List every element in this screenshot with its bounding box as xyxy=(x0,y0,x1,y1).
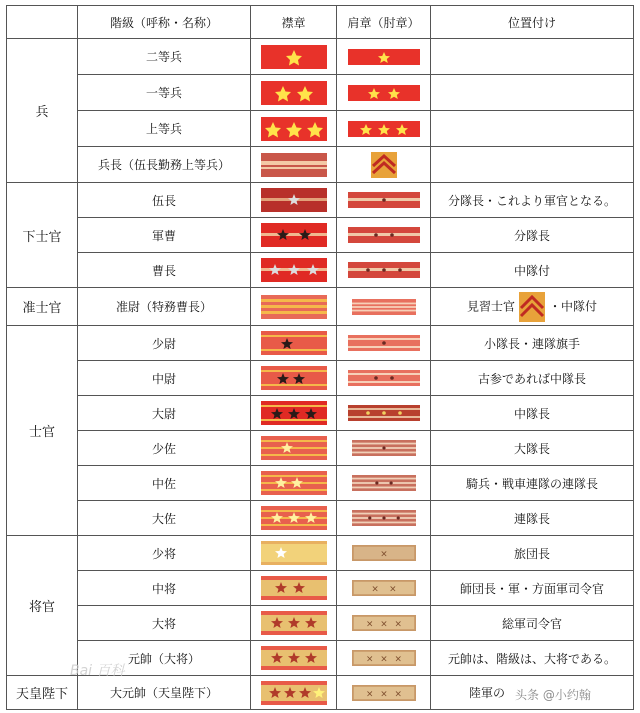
svg-text:×: × xyxy=(370,584,379,595)
collar-cell xyxy=(251,431,337,466)
shoulder-badge xyxy=(348,615,420,631)
shoulder-cell xyxy=(337,466,431,501)
collar-badge xyxy=(261,681,327,705)
chevron-badge xyxy=(371,152,397,178)
rank-name: 伍長 xyxy=(78,183,251,218)
shoulder-badge xyxy=(348,650,420,666)
shoulder-badge xyxy=(348,510,420,526)
rank-name: 大元帥（天皇陛下） xyxy=(78,676,251,710)
collar-badge xyxy=(261,45,327,69)
collar-cell xyxy=(251,606,337,641)
shoulder-cell xyxy=(337,641,431,676)
svg-text:×: × xyxy=(394,619,402,630)
rank-name: 少将 xyxy=(78,536,251,571)
collar-badge xyxy=(261,331,327,355)
shoulder-cell xyxy=(337,396,431,431)
collar-badge xyxy=(261,401,327,425)
table-row xyxy=(7,466,634,501)
svg-text:×: × xyxy=(394,654,402,665)
collar-cell xyxy=(251,361,337,396)
shoulder-cell xyxy=(337,606,431,641)
shoulder-badge xyxy=(348,49,420,65)
collar-cell xyxy=(251,218,337,253)
position-cell xyxy=(431,288,634,326)
table-row xyxy=(7,396,634,431)
collar-cell xyxy=(251,75,337,111)
position-cell: 古参であれば中隊長 xyxy=(431,361,634,396)
table-row xyxy=(7,218,634,253)
table-row xyxy=(7,288,634,326)
shoulder-badge xyxy=(348,685,420,701)
shoulder-cell xyxy=(337,571,431,606)
position-cell: 陸軍の xyxy=(431,676,634,710)
category-junshikan: 准士官 xyxy=(7,288,78,326)
header-category xyxy=(7,6,78,39)
shoulder-cell xyxy=(337,501,431,536)
table-row xyxy=(7,571,634,606)
svg-text:×: × xyxy=(365,619,373,630)
category-kashikan: 下士官 xyxy=(7,183,78,288)
table-row xyxy=(7,361,634,396)
table-row xyxy=(7,147,634,183)
collar-badge xyxy=(261,541,327,565)
position-cell: 大隊長 xyxy=(431,431,634,466)
collar-badge xyxy=(261,295,327,319)
rank-name: 元帥（大将） xyxy=(78,641,251,676)
collar-cell xyxy=(251,326,337,361)
position-cell: 師団長・軍・方面軍司令官 xyxy=(431,571,634,606)
shoulder-badge xyxy=(348,85,420,101)
collar-badge xyxy=(261,117,327,141)
collar-badge xyxy=(261,611,327,635)
position-cell xyxy=(431,147,634,183)
rank-name: 大尉 xyxy=(78,396,251,431)
shoulder-badge xyxy=(348,545,420,561)
shoulder-cell xyxy=(337,218,431,253)
collar-badge xyxy=(261,576,327,600)
shoulder-cell xyxy=(337,75,431,111)
table-row xyxy=(7,606,634,641)
chevron-icon xyxy=(519,292,545,322)
table-row xyxy=(7,536,634,571)
position-cell: 連隊長 xyxy=(431,501,634,536)
position-text-a: 見習士官 xyxy=(466,299,515,313)
rank-name: 一等兵 xyxy=(78,75,251,111)
shoulder-cell xyxy=(337,536,431,571)
position-text-b: ・中隊付 xyxy=(549,299,598,313)
header-collar: 襟章 xyxy=(251,6,337,39)
collar-cell xyxy=(251,571,337,606)
header-rank: 階級（呼称・名称） xyxy=(78,6,251,39)
table-row xyxy=(7,501,634,536)
shoulder-badge xyxy=(348,440,420,456)
shoulder-badge xyxy=(348,580,420,596)
shoulder-badge xyxy=(348,262,420,278)
rank-name: 曹長 xyxy=(78,253,251,288)
rank-name: 中将 xyxy=(78,571,251,606)
shoulder-cell xyxy=(337,326,431,361)
rank-name: 兵長（伍長勤務上等兵） xyxy=(78,147,251,183)
shoulder-badge xyxy=(348,335,420,351)
svg-text:×: × xyxy=(379,549,388,560)
rank-name: 中尉 xyxy=(78,361,251,396)
collar-cell xyxy=(251,183,337,218)
rank-name: 少佐 xyxy=(78,431,251,466)
shoulder-cell xyxy=(337,147,431,183)
svg-text:×: × xyxy=(379,654,388,665)
shoulder-cell xyxy=(337,288,431,326)
shoulder-badge xyxy=(348,299,420,315)
shoulder-badge xyxy=(348,192,420,208)
collar-cell xyxy=(251,39,337,75)
position-cell: 元帥は、階級は、大将である。 xyxy=(431,641,634,676)
collar-badge xyxy=(261,223,327,247)
shoulder-badge xyxy=(348,370,420,386)
rank-name: 大将 xyxy=(78,606,251,641)
collar-badge xyxy=(261,646,327,670)
category-hei: 兵 xyxy=(7,39,78,183)
collar-badge xyxy=(261,258,327,282)
collar-badge xyxy=(261,81,327,105)
rank-name: 軍曹 xyxy=(78,218,251,253)
shoulder-badge xyxy=(348,227,420,243)
rank-name: 少尉 xyxy=(78,326,251,361)
shoulder-badge xyxy=(348,121,420,137)
collar-cell xyxy=(251,396,337,431)
position-cell: 騎兵・戦車連隊の連隊長 xyxy=(431,466,634,501)
table-row xyxy=(7,431,634,466)
table-row xyxy=(7,253,634,288)
collar-badge xyxy=(261,506,327,530)
collar-cell xyxy=(251,536,337,571)
position-cell: 総軍司令官 xyxy=(431,606,634,641)
category-shikan: 士官 xyxy=(7,326,78,536)
shoulder-cell xyxy=(337,39,431,75)
category-shokan: 将官 xyxy=(7,536,78,676)
position-cell: 分隊長 xyxy=(431,218,634,253)
rank-name: 中佐 xyxy=(78,466,251,501)
header-shoulder: 肩章（肘章） xyxy=(337,6,431,39)
svg-text:×: × xyxy=(379,619,388,630)
collar-cell xyxy=(251,147,337,183)
position-cell xyxy=(431,75,634,111)
shoulder-cell xyxy=(337,361,431,396)
position-cell: 中隊付 xyxy=(431,253,634,288)
table-row xyxy=(7,39,634,75)
header-row xyxy=(7,6,634,39)
rank-name: 二等兵 xyxy=(78,39,251,75)
position-cell xyxy=(431,111,634,147)
rank-name: 准尉（特務曹長） xyxy=(78,288,251,326)
svg-text:×: × xyxy=(365,654,373,665)
shoulder-cell xyxy=(337,676,431,710)
table-row xyxy=(7,326,634,361)
position-cell: 分隊長・これより軍官となる。 xyxy=(431,183,634,218)
collar-cell xyxy=(251,501,337,536)
collar-cell xyxy=(251,253,337,288)
collar-badge xyxy=(261,471,327,495)
position-cell: 中隊長 xyxy=(431,396,634,431)
position-cell: 旅団長 xyxy=(431,536,634,571)
collar-badge xyxy=(261,366,327,390)
shoulder-cell xyxy=(337,183,431,218)
svg-text:×: × xyxy=(365,689,373,700)
header-position: 位置付け xyxy=(431,6,634,39)
position-cell xyxy=(431,39,634,75)
collar-cell xyxy=(251,111,337,147)
shoulder-badge xyxy=(348,405,420,421)
watermark-left: Bai 百科 xyxy=(70,663,125,679)
collar-cell xyxy=(251,641,337,676)
collar-cell xyxy=(251,466,337,501)
collar-badge xyxy=(261,153,327,177)
rank-table xyxy=(6,5,634,710)
shoulder-badge xyxy=(348,475,420,491)
rank-name: 上等兵 xyxy=(78,111,251,147)
svg-text:×: × xyxy=(379,689,388,700)
shoulder-cell xyxy=(337,111,431,147)
position-cell: 小隊長・連隊旗手 xyxy=(431,326,634,361)
table-row xyxy=(7,183,634,218)
table-row xyxy=(7,111,634,147)
collar-badge xyxy=(261,188,327,212)
collar-cell xyxy=(251,676,337,710)
svg-text:×: × xyxy=(394,689,402,700)
svg-text:×: × xyxy=(388,584,397,595)
shoulder-cell xyxy=(337,253,431,288)
collar-badge xyxy=(261,436,327,460)
table-row xyxy=(7,75,634,111)
watermark-right: 头条 @小约翰 xyxy=(515,688,591,702)
rank-name: 大佐 xyxy=(78,501,251,536)
collar-cell xyxy=(251,288,337,326)
category-tenno: 天皇陛下 xyxy=(7,676,78,710)
shoulder-cell xyxy=(337,431,431,466)
